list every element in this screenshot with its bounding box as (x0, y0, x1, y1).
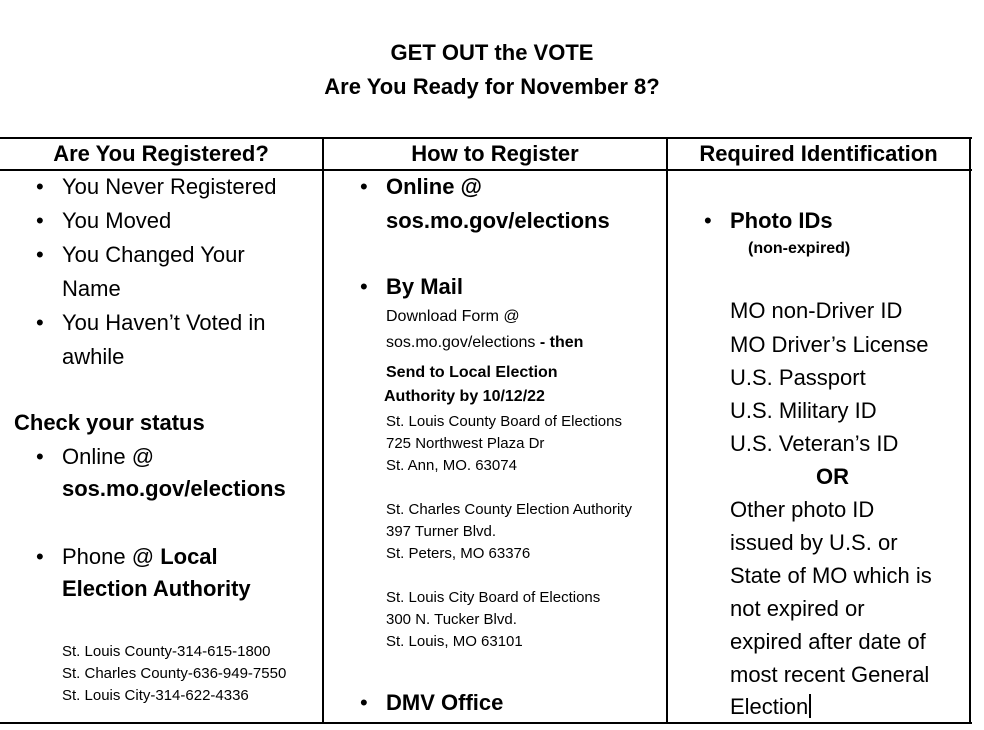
office-address: 725 Northwest Plaza Dr (386, 435, 545, 452)
office-name: St. Charles County Election Authority (386, 501, 632, 518)
bullet-icon: • (36, 174, 44, 199)
or-separator: OR (816, 464, 849, 489)
register-online-link[interactable]: sos.mo.gov/elections (386, 208, 610, 233)
text-cursor (809, 694, 811, 718)
photo-ids-label: Photo IDs (730, 208, 833, 233)
reason-item-continued: Name (62, 276, 121, 301)
bullet-icon: • (36, 310, 44, 335)
bullet-icon: • (704, 208, 712, 233)
send-to-text: Send to Local Election (386, 364, 558, 381)
phone-number: St. Louis County-314-615-1800 (62, 643, 271, 660)
other-id-line: most recent General (730, 662, 930, 687)
other-id-last-line[interactable] (730, 694, 811, 720)
other-id-line: State of MO which is (730, 563, 932, 588)
status-online-label: Online @ (62, 444, 155, 469)
bullet-icon: • (36, 544, 44, 569)
page-title: GET OUT the VOTE (390, 40, 594, 65)
table-right-border (969, 137, 971, 724)
phone-number: St. Louis City-314-622-4336 (62, 687, 249, 704)
reason-item: You Haven’t Voted in (62, 310, 266, 335)
phone-number: St. Charles County-636-949-7550 (62, 665, 287, 682)
other-id-line: Election (730, 694, 809, 719)
office-address: 300 N. Tucker Blvd. (386, 611, 517, 628)
bullet-icon: • (36, 242, 44, 267)
id-item: U.S. Passport (730, 365, 866, 390)
header-divider (0, 169, 972, 171)
non-expired-note: (non-expired) (748, 240, 851, 257)
id-item: U.S. Veteran’s ID (730, 431, 899, 456)
reason-item: You Moved (62, 208, 172, 233)
id-item: U.S. Military ID (730, 398, 877, 423)
header-how-to-register: How to Register (411, 141, 579, 166)
office-name: St. Louis City Board of Elections (386, 589, 601, 606)
bullet-icon: • (36, 444, 44, 469)
office-city: St. Louis, MO 63101 (386, 633, 523, 650)
reason-item: You Never Registered (62, 174, 277, 199)
check-status-heading: Check your status (14, 410, 205, 435)
bullet-icon: • (360, 274, 368, 299)
bullet-icon: • (360, 174, 368, 199)
header-are-you-registered: Are You Registered? (53, 141, 269, 166)
download-form-text: Download Form @ (386, 308, 520, 325)
other-id-line: expired after date of (730, 629, 926, 654)
other-id-line: Other photo ID (730, 497, 875, 522)
other-id-line: not expired or (730, 596, 865, 621)
column-divider-2 (666, 137, 668, 724)
phone-prefix: Phone @ (62, 544, 155, 569)
reason-item-continued: awhile (62, 344, 125, 369)
header-required-identification: Required Identification (699, 141, 938, 166)
status-phone-line (62, 544, 218, 570)
phone-bold-continued: Election Authority (62, 576, 251, 601)
phone-bold: Local (160, 544, 218, 569)
download-form-line (386, 334, 583, 352)
then-text: - then (539, 334, 584, 351)
dmv-office-label: DMV Office (386, 690, 504, 715)
send-deadline-text: Authority by 10/12/22 (384, 388, 545, 405)
page-subtitle: Are You Ready for November 8? (324, 74, 660, 99)
office-name: St. Louis County Board of Elections (386, 413, 622, 430)
other-id-line: issued by U.S. or (730, 530, 898, 555)
table-bottom-border (0, 722, 972, 724)
office-address: 397 Turner Blvd. (386, 523, 497, 540)
register-online-label: Online @ (386, 174, 483, 199)
download-form-link[interactable]: sos.mo.gov/elections (386, 334, 536, 351)
register-mail-label: By Mail (386, 274, 464, 299)
reason-item: You Changed Your (62, 242, 245, 267)
bullet-icon: • (360, 690, 368, 715)
office-city: St. Ann, MO. 63074 (386, 457, 517, 474)
id-item: MO Driver’s License (730, 332, 929, 357)
bullet-icon: • (36, 208, 44, 233)
column-divider-1 (322, 137, 324, 724)
status-online-link[interactable]: sos.mo.gov/elections (62, 476, 286, 501)
office-city: St. Peters, MO 63376 (386, 545, 531, 562)
id-item: MO non-Driver ID (730, 298, 903, 323)
